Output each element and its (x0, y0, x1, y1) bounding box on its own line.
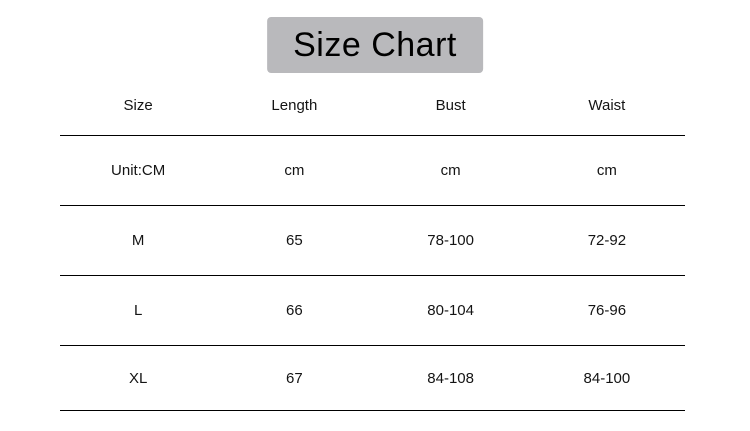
size-chart-title: Size Chart (267, 17, 483, 73)
cell-unit-length: cm (284, 162, 305, 179)
table-row-l (60, 276, 685, 346)
cell-xl-length: 67 (286, 369, 303, 387)
size-table (60, 76, 685, 411)
cell-unit-waist: cm (596, 162, 617, 179)
table-header-row (60, 76, 685, 136)
column-header-size: Size (123, 97, 153, 114)
cell-xl-size: XL (128, 369, 148, 387)
cell-l-length: 66 (286, 302, 303, 319)
column-header-bust: Bust (435, 97, 466, 114)
column-header-waist: Waist (588, 97, 626, 114)
table-row-xl (60, 346, 685, 411)
column-header-length: Length (271, 97, 318, 114)
cell-l-bust: 80-104 (427, 302, 474, 319)
cell-xl-waist: 84-100 (583, 369, 631, 387)
cell-m-bust: 78-100 (427, 232, 474, 249)
cell-unit-label: Unit:CM (111, 162, 166, 179)
cell-m-size: M (131, 232, 145, 249)
cell-l-waist: 76-96 (587, 302, 627, 319)
cell-l-size: L (133, 302, 143, 319)
cell-xl-bust: 84-108 (427, 369, 474, 387)
cell-m-length: 65 (286, 232, 303, 249)
table-row-unit (60, 136, 685, 206)
table-row-m (60, 206, 685, 276)
cell-m-waist: 72-92 (587, 232, 627, 249)
cell-unit-bust: cm (440, 162, 461, 179)
